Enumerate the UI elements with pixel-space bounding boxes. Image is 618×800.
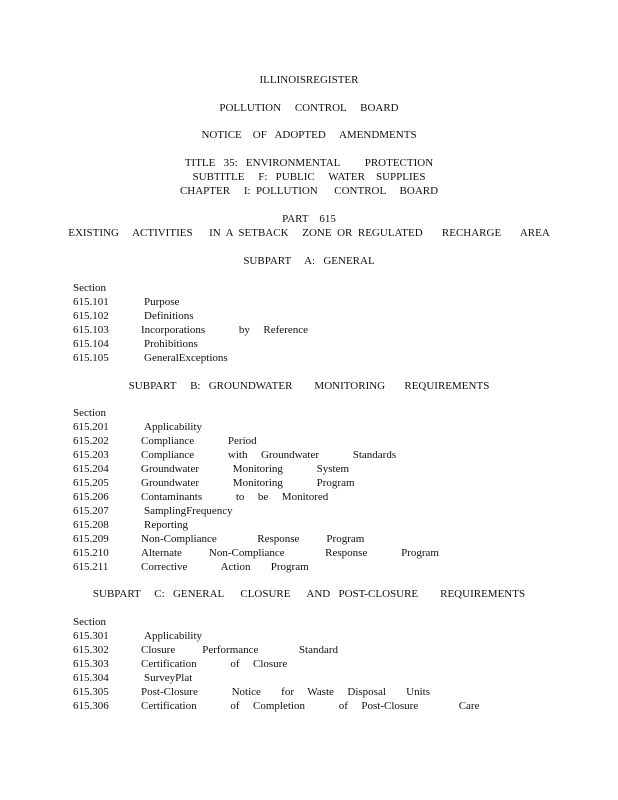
section-number: 615.209 [73,533,109,545]
section-row [73,490,493,504]
section-row [73,629,493,643]
section-number: 615.303 [73,658,109,670]
section-row [73,420,493,434]
section-number: 615.205 [73,477,109,489]
section-row [73,309,493,323]
subpart-a-heading: SUBPART A: GENERAL [243,255,375,267]
section-title: Post-Closure Notice for Waste Disposal Units [141,686,430,698]
section-row [73,518,493,532]
section-number: 615.102 [73,310,109,322]
section-row [73,671,493,685]
section-number: 615.207 [73,505,109,517]
section-row [73,337,493,351]
section-title: Groundwater Monitoring Program [141,477,355,489]
section-title: Certification of Closure [141,658,288,670]
section-title: Corrective Action Program [141,561,309,573]
section-row [73,448,493,462]
section-title: Groundwater Monitoring System [141,463,350,475]
board-heading: POLLUTION CONTROL BOARD [219,102,399,114]
section-row [73,657,493,671]
section-number: 615.201 [73,421,109,433]
section-number: 615.210 [73,547,109,559]
chapter-heading: CHAPTER I: POLLUTION CONTROL BOARD [179,185,439,197]
section-row [73,685,493,699]
section-title: Incorporations by Reference [141,324,308,336]
section-number: 615.105 [73,352,109,364]
section-number: 615.302 [73,644,109,656]
section-number: 615.203 [73,449,109,461]
subpart-b-heading: SUBPART B: GROUNDWATER MONITORING REQUIREMENTS [128,380,490,392]
section-number: 615.202 [73,435,109,447]
section-number: 615.304 [73,672,109,684]
notice-heading: NOTICE OF ADOPTED AMENDMENTS [201,129,417,141]
section-row [73,434,493,448]
section-number: 615.204 [73,463,109,475]
section-row [73,643,493,657]
section-title: Closure Performance Standard [141,644,339,656]
section-row [73,699,493,713]
section-title: Contaminants to be Monitored [141,491,329,503]
section-title: Alternate Non-Compliance Response Program [141,547,439,559]
section-number: 615.301 [73,630,109,642]
section-number: 615.211 [73,561,109,573]
section-title: Applicability [144,630,203,642]
section-title: SamplingFrequency [144,505,233,517]
section-number: 615.208 [73,519,109,531]
section-column-label: Section [73,282,106,294]
subpart-c-heading: SUBPART C: GENERAL CLOSURE AND POST-CLOSURE REQUIREMENTS [92,588,526,600]
register-heading: ILLINOISREGISTER [259,74,359,86]
section-row [73,560,493,574]
section-row [73,476,493,490]
section-row [73,532,493,546]
section-title: Non-Compliance Response Program [141,533,365,545]
section-number: 615.206 [73,491,109,503]
section-title: Compliance Period [141,435,257,447]
section-row [73,462,493,476]
section-title: Certification of Completion of Post-Closure Care [141,700,480,712]
section-number: 615.104 [73,338,109,350]
section-row [73,295,493,309]
subtitle-heading: SUBTITLE F: PUBLIC WATER SUPPLIES [192,171,426,183]
section-number: 615.306 [73,700,109,712]
part-heading: PART 615 [282,213,336,225]
section-title: Compliance with Groundwater Standards [141,449,397,461]
part-title: EXISTING ACTIVITIES IN A SETBACK ZONE OR REGULATED RECHARGE AREA [68,227,550,239]
section-number: 615.103 [73,324,109,336]
section-title: SurveyPlat [144,672,193,684]
section-title: Applicability [144,421,203,433]
section-column-label: Section [73,407,106,419]
section-title: Purpose [144,296,180,308]
section-row [73,504,493,518]
title-heading: TITLE 35: ENVIRONMENTAL PROTECTION [184,157,434,169]
section-row [73,351,493,365]
section-row [73,323,493,337]
section-title: Prohibitions [144,338,198,350]
section-number: 615.101 [73,296,109,308]
section-column-label: Section [73,616,106,628]
section-row [73,546,493,560]
section-number: 615.305 [73,686,109,698]
section-title: GeneralExceptions [144,352,228,364]
section-title: Definitions [144,310,194,322]
section-title: Reporting [144,519,188,531]
